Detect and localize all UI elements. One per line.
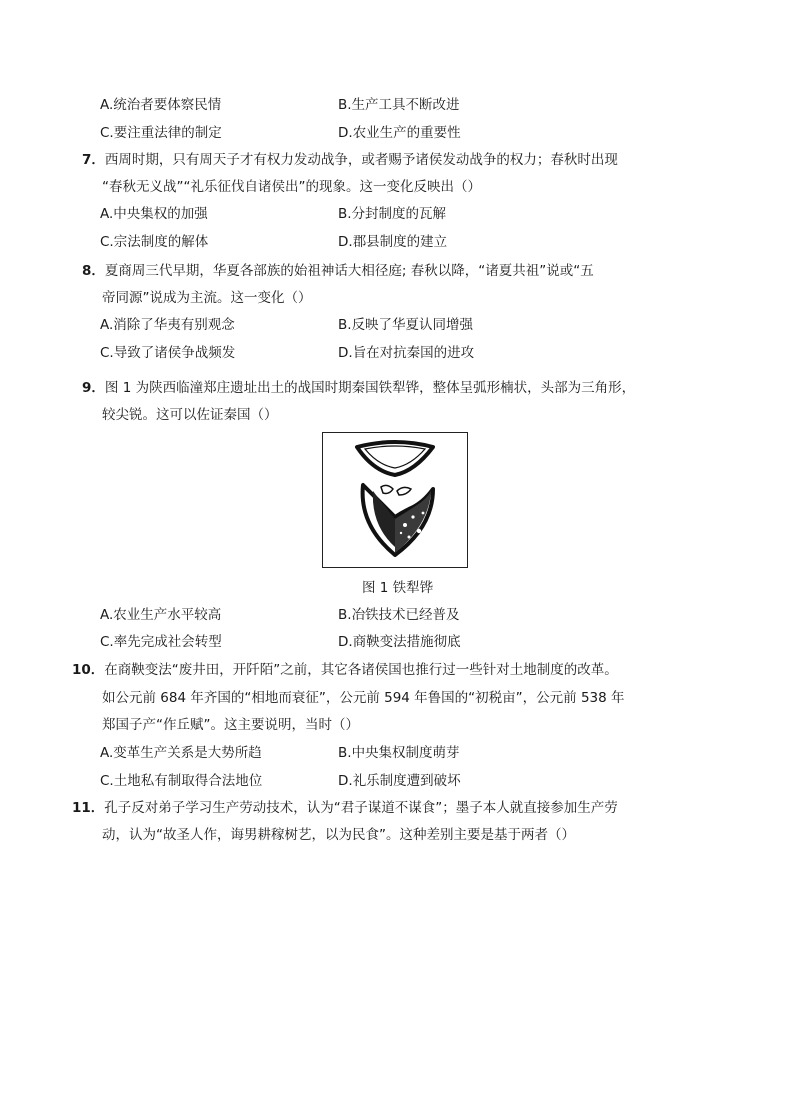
plowshare-illustration: [323, 433, 467, 567]
q8-option-d[interactable]: D.旨在对抗秦国的进攻: [338, 345, 475, 361]
q10-option-b[interactable]: B.中央集权制度萌芽: [338, 745, 460, 761]
q9-option-d[interactable]: D.商鞅变法措施彻底: [338, 634, 461, 650]
q8-option-b[interactable]: B.反映了华夏认同增强: [338, 317, 474, 333]
q7-number: 7．: [82, 152, 105, 168]
q9-stem-line-2: 较尖锐。这可以佐证秦国（）: [102, 407, 278, 423]
q7-option-c[interactable]: C.宗法制度的解体: [100, 234, 209, 250]
q7-option-b[interactable]: B.分封制度的瓦解: [338, 206, 447, 222]
q10-stem-line-3: 郑国子产“作丘赋”。这主要说明，当时（）: [102, 717, 359, 733]
q8-option-c[interactable]: C.导致了诸侯争战频发: [100, 345, 236, 361]
figure-caption: 图 1 铁犁铧: [362, 580, 434, 596]
q11-stem-line-2: 动，认为“故圣人作，诲男耕稼树艺，以为民食”。这种差别主要是基于两者（）: [102, 827, 575, 843]
q6-option-d[interactable]: D.农业生产的重要性: [338, 125, 461, 141]
q9-option-c[interactable]: C.率先完成社会转型: [100, 634, 222, 650]
q8-stem-line-1: 8．夏商周三代早期，华夏各部族的始祖神话大相径庭; 春秋以降，“诸夏共祖”说或“五: [82, 263, 594, 279]
q8-stem-line-2: 帝同源”说成为主流。这一变化（）: [102, 290, 312, 306]
q10-stem-line-1: 10．在商鞅变法“废井田，开阡陌”之前，其它各诸侯国也推行过一些针对土地制度的改革。: [72, 662, 618, 678]
iron-plowshare-figure: [322, 432, 468, 568]
q7-option-d[interactable]: D.郡县制度的建立: [338, 234, 448, 250]
q7-option-a[interactable]: A.中央集权的加强: [100, 206, 208, 222]
q9-option-a[interactable]: A.农业生产水平较高: [100, 607, 222, 623]
q8-number: 8．: [82, 263, 105, 279]
q10-option-a[interactable]: A.变革生产关系是大势所趋: [100, 745, 262, 761]
q8-option-a[interactable]: A.消除了华夷有别观念: [100, 317, 235, 333]
q10-option-c[interactable]: C.土地私有制取得合法地位: [100, 773, 263, 789]
q10-number: 10．: [72, 662, 105, 678]
q9-number: 9．: [82, 380, 105, 396]
q6-option-c[interactable]: C.要注重法律的制定: [100, 125, 222, 141]
q11-number: 11．: [72, 800, 105, 816]
q9-stem-line-1: 9．图 1 为陕西临潼郑庄遗址出土的战国时期秦国铁犁铧，整体呈弧形楠状，头部为三角形，: [82, 380, 636, 396]
q7-stem-line-1: 7．西周时期，只有周天子才有权力发动战争，或者赐予诸侯发动战争的权力；春秋时出现: [82, 152, 618, 168]
q6-option-b[interactable]: B.生产工具不断改进: [338, 97, 460, 113]
q7-stem-line-2: “春秋无义战”“礼乐征伐自诸侯出”的现象。这一变化反映出（）: [102, 179, 481, 195]
q6-option-a[interactable]: A.统治者要体察民情: [100, 97, 222, 113]
q9-option-b[interactable]: B.冶铁技术已经普及: [338, 607, 460, 623]
q10-stem-line-2: 如公元前 684 年齐国的“相地而衰征”，公元前 594 年鲁国的“初税亩”，公元前 538 年: [102, 690, 625, 706]
q11-stem-line-1: 11．孔子反对弟子学习生产劳动技术，认为“君子谋道不谋食”；墨子本人就直接参加生产劳: [72, 800, 618, 816]
q10-option-d[interactable]: D.礼乐制度遭到破坏: [338, 773, 461, 789]
